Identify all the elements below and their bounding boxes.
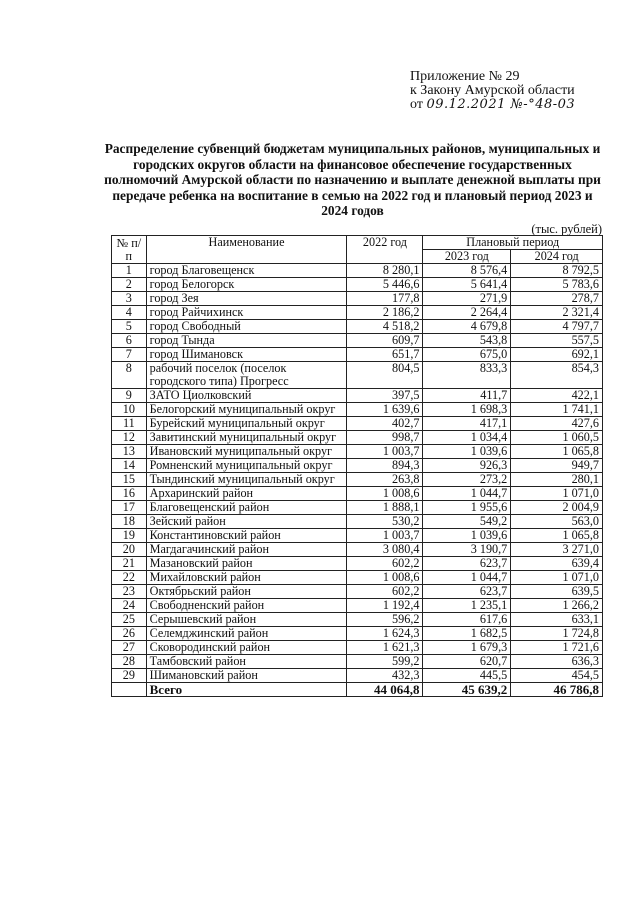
row-name: Тындинский муниципальный округ [146, 473, 347, 487]
table-row [112, 571, 603, 585]
row-number: 17 [112, 501, 147, 515]
header-planned-period: Плановый период [423, 236, 603, 250]
row-value-2022: 2 186,2 [347, 306, 423, 320]
total-row-number [112, 683, 147, 697]
table-row [112, 529, 603, 543]
annex-block [410, 70, 575, 112]
row-value-2024: 3 271,0 [511, 543, 603, 557]
row-value-2022: 1 008,6 [347, 487, 423, 501]
row-value-2024: 8 792,5 [511, 264, 603, 278]
table-row [112, 306, 603, 320]
row-value-2024: 563,0 [511, 515, 603, 529]
row-number: 5 [112, 320, 147, 334]
row-number: 12 [112, 431, 147, 445]
row-name: Тамбовский район [146, 655, 347, 669]
row-value-2022: 599,2 [347, 655, 423, 669]
header-2024: 2024 год [511, 250, 603, 264]
row-value-2022: 177,8 [347, 292, 423, 306]
row-number: 3 [112, 292, 147, 306]
table-row [112, 473, 603, 487]
row-value-2023: 623,7 [423, 585, 511, 599]
row-value-2023: 8 576,4 [423, 264, 511, 278]
table-body [112, 264, 603, 697]
header-name: Наименование [146, 236, 347, 264]
table-row [112, 278, 603, 292]
row-name: Белогорский муниципальный округ [146, 403, 347, 417]
row-value-2023: 273,2 [423, 473, 511, 487]
row-value-2022: 1 621,3 [347, 641, 423, 655]
row-value-2023: 1 039,6 [423, 529, 511, 543]
row-value-2022: 602,2 [347, 557, 423, 571]
row-value-2023: 1 034,4 [423, 431, 511, 445]
table-row [112, 445, 603, 459]
annex-date-prefix: от [410, 97, 423, 112]
row-value-2022: 1 888,1 [347, 501, 423, 515]
row-number: 20 [112, 543, 147, 557]
row-value-2022: 894,3 [347, 459, 423, 473]
row-value-2023: 617,6 [423, 613, 511, 627]
row-value-2024: 5 783,6 [511, 278, 603, 292]
row-value-2023: 926,3 [423, 459, 511, 473]
row-value-2023: 1 698,3 [423, 403, 511, 417]
row-value-2023: 1 679,3 [423, 641, 511, 655]
table-row [112, 264, 603, 278]
table-row [112, 599, 603, 613]
table-row [112, 320, 603, 334]
row-value-2024: 1 741,1 [511, 403, 603, 417]
row-number: 16 [112, 487, 147, 501]
row-name: Мазановский район [146, 557, 347, 571]
row-value-2022: 1 192,4 [347, 599, 423, 613]
total-2024: 46 786,8 [511, 683, 603, 697]
row-number: 22 [112, 571, 147, 585]
row-value-2024: 4 797,7 [511, 320, 603, 334]
row-name: город Тында [146, 334, 347, 348]
row-value-2023: 1 044,7 [423, 487, 511, 501]
row-value-2023: 445,5 [423, 669, 511, 683]
table-row [112, 543, 603, 557]
row-name: ЗАТО Циолковский [146, 389, 347, 403]
row-value-2023: 549,2 [423, 515, 511, 529]
row-name: Магдагачинский район [146, 543, 347, 557]
table-row [112, 557, 603, 571]
row-value-2024: 1 071,0 [511, 571, 603, 585]
row-value-2024: 1 060,5 [511, 431, 603, 445]
row-value-2024: 949,7 [511, 459, 603, 473]
row-value-2023: 271,9 [423, 292, 511, 306]
table-row [112, 334, 603, 348]
row-value-2023: 5 641,4 [423, 278, 511, 292]
row-value-2022: 651,7 [347, 348, 423, 362]
header-2022: 2022 год [347, 236, 423, 264]
row-value-2022: 1 003,7 [347, 529, 423, 543]
row-number: 14 [112, 459, 147, 473]
row-value-2023: 675,0 [423, 348, 511, 362]
total-label: Всего [146, 683, 347, 697]
row-value-2023: 620,7 [423, 655, 511, 669]
annex-date-line [410, 98, 575, 112]
row-value-2023: 543,8 [423, 334, 511, 348]
row-name: Бурейский муниципальный округ [146, 417, 347, 431]
row-value-2024: 633,1 [511, 613, 603, 627]
row-number: 8 [112, 362, 147, 389]
row-name: город Зея [146, 292, 347, 306]
row-name: Серышевский район [146, 613, 347, 627]
row-value-2022: 1 008,6 [347, 571, 423, 585]
row-value-2022: 602,2 [347, 585, 423, 599]
table-row [112, 389, 603, 403]
row-value-2024: 639,5 [511, 585, 603, 599]
row-value-2023: 1 044,7 [423, 571, 511, 585]
row-value-2024: 1 065,8 [511, 445, 603, 459]
row-value-2023: 1 039,6 [423, 445, 511, 459]
row-value-2022: 530,2 [347, 515, 423, 529]
row-value-2024: 427,6 [511, 417, 603, 431]
row-value-2024: 692,1 [511, 348, 603, 362]
row-number: 25 [112, 613, 147, 627]
row-value-2024: 557,5 [511, 334, 603, 348]
row-value-2022: 4 518,2 [347, 320, 423, 334]
table-row [112, 348, 603, 362]
table-row [112, 585, 603, 599]
row-number: 19 [112, 529, 147, 543]
row-name: Ромненский муниципальный округ [146, 459, 347, 473]
row-number: 11 [112, 417, 147, 431]
table-row [112, 362, 603, 389]
units-label: (тыс. рублей) [531, 222, 602, 236]
row-value-2024: 1 721,6 [511, 641, 603, 655]
row-value-2023: 2 264,4 [423, 306, 511, 320]
table-row [112, 515, 603, 529]
row-value-2024: 639,4 [511, 557, 603, 571]
row-value-2023: 3 190,7 [423, 543, 511, 557]
row-value-2024: 280,1 [511, 473, 603, 487]
row-name: Зейский район [146, 515, 347, 529]
row-value-2024: 1 065,8 [511, 529, 603, 543]
row-value-2022: 998,7 [347, 431, 423, 445]
row-name: город Свободный [146, 320, 347, 334]
table-row [112, 487, 603, 501]
row-number: 10 [112, 403, 147, 417]
handwritten-date-number: 09.12.2021 №-°48-03 [426, 97, 576, 112]
row-number: 23 [112, 585, 147, 599]
row-number: 1 [112, 264, 147, 278]
row-value-2024: 454,5 [511, 669, 603, 683]
row-value-2022: 402,7 [347, 417, 423, 431]
row-value-2022: 1 639,6 [347, 403, 423, 417]
row-value-2022: 5 446,6 [347, 278, 423, 292]
row-value-2023: 1 955,6 [423, 501, 511, 515]
row-number: 2 [112, 278, 147, 292]
row-name: Селемджинский район [146, 627, 347, 641]
row-number: 28 [112, 655, 147, 669]
row-value-2022: 8 280,1 [347, 264, 423, 278]
row-name: Благовещенский район [146, 501, 347, 515]
table-row [112, 655, 603, 669]
row-value-2023: 417,1 [423, 417, 511, 431]
table-row [112, 501, 603, 515]
row-name: Ивановский муниципальный округ [146, 445, 347, 459]
row-value-2024: 1 071,0 [511, 487, 603, 501]
row-value-2023: 1 682,5 [423, 627, 511, 641]
row-number: 27 [112, 641, 147, 655]
row-number: 7 [112, 348, 147, 362]
table-row [112, 417, 603, 431]
row-name: Константиновский район [146, 529, 347, 543]
annex-law-reference: к Закону Амурской области [410, 83, 575, 98]
row-name: Архаринский район [146, 487, 347, 501]
table-row [112, 627, 603, 641]
row-number: 29 [112, 669, 147, 683]
subvention-table [111, 235, 603, 697]
row-value-2022: 432,3 [347, 669, 423, 683]
row-number: 15 [112, 473, 147, 487]
row-number: 26 [112, 627, 147, 641]
row-value-2022: 1 003,7 [347, 445, 423, 459]
row-value-2023: 411,7 [423, 389, 511, 403]
row-value-2023: 833,3 [423, 362, 511, 389]
row-number: 21 [112, 557, 147, 571]
annex-number: Приложение № 29 [410, 69, 520, 84]
row-value-2023: 623,7 [423, 557, 511, 571]
row-value-2022: 596,2 [347, 613, 423, 627]
row-name: Михайловский район [146, 571, 347, 585]
row-value-2022: 263,8 [347, 473, 423, 487]
row-name: Свободненский район [146, 599, 347, 613]
table-row [112, 669, 603, 683]
document-title: Распределение субвенций бюджетам муниципальных районов, муниципальных и городских округов области на финансовое обеспечение государственных полномочий Амурской области по назначению и выплате денежной выплаты при передаче ребенка на воспитание в семью на 2022 год и плановый период 2023 и 2024 годов [104, 141, 601, 218]
row-value-2024: 2 321,4 [511, 306, 603, 320]
row-value-2022: 804,5 [347, 362, 423, 389]
row-value-2023: 4 679,8 [423, 320, 511, 334]
row-value-2024: 2 004,9 [511, 501, 603, 515]
table-row [112, 292, 603, 306]
row-value-2024: 278,7 [511, 292, 603, 306]
row-value-2022: 3 080,4 [347, 543, 423, 557]
row-number: 24 [112, 599, 147, 613]
header-2023: 2023 год [423, 250, 511, 264]
table-row [112, 613, 603, 627]
table-total-row [112, 683, 603, 697]
table-row [112, 403, 603, 417]
total-2023: 45 639,2 [423, 683, 511, 697]
row-value-2024: 1 266,2 [511, 599, 603, 613]
row-value-2024: 1 724,8 [511, 627, 603, 641]
row-name: город Райчихинск [146, 306, 347, 320]
row-name: рабочий поселок (поселок городского типа) Прогресс [146, 362, 347, 389]
table-row [112, 641, 603, 655]
table-header-row [112, 236, 603, 250]
row-name: Завитинский муниципальный округ [146, 431, 347, 445]
row-name: город Шимановск [146, 348, 347, 362]
total-2022: 44 064,8 [347, 683, 423, 697]
header-num: № п/п [112, 236, 147, 264]
row-number: 9 [112, 389, 147, 403]
row-name: Шимановский район [146, 669, 347, 683]
row-name: Октябрьский район [146, 585, 347, 599]
row-number: 18 [112, 515, 147, 529]
row-number: 4 [112, 306, 147, 320]
row-value-2024: 636,3 [511, 655, 603, 669]
row-number: 6 [112, 334, 147, 348]
row-value-2024: 854,3 [511, 362, 603, 389]
row-value-2022: 609,7 [347, 334, 423, 348]
row-value-2022: 397,5 [347, 389, 423, 403]
row-value-2024: 422,1 [511, 389, 603, 403]
row-number: 13 [112, 445, 147, 459]
row-name: Сковородинский район [146, 641, 347, 655]
row-name: город Белогорск [146, 278, 347, 292]
row-value-2023: 1 235,1 [423, 599, 511, 613]
row-name: город Благовещенск [146, 264, 347, 278]
table-row [112, 431, 603, 445]
table-row [112, 459, 603, 473]
row-value-2022: 1 624,3 [347, 627, 423, 641]
